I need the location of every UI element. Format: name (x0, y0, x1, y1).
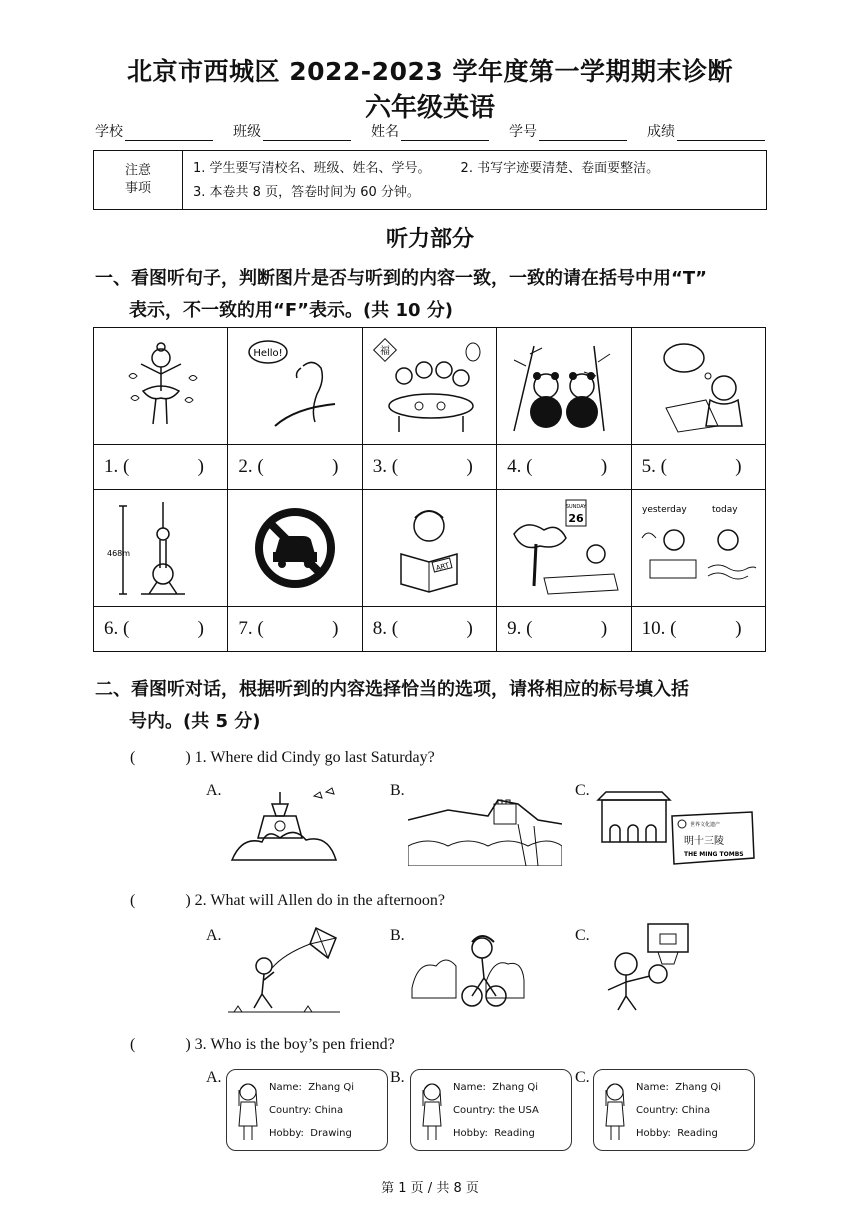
yesterday-today-icon (638, 498, 758, 598)
picture-picnic (497, 490, 631, 607)
picture-no-cars (228, 490, 362, 607)
picture-boy-reading (362, 490, 496, 607)
answer-3[interactable]: 3. ( ) (362, 445, 496, 490)
notes-label: 注意 事项 (94, 151, 183, 209)
calendar-sunday: SUNDAY (565, 504, 587, 510)
no-cars-sign-icon (235, 498, 355, 598)
tv-tower-icon (101, 498, 221, 598)
heritage-label: 世界文化遗产 (690, 822, 721, 828)
answer-9[interactable]: 9. ( ) (497, 607, 631, 652)
answer-4[interactable]: 4. ( ) (497, 445, 631, 490)
girl-icon (417, 1080, 447, 1142)
pandas-icon (504, 336, 624, 436)
art-book-label: ART (435, 561, 451, 573)
picture-family-dinner (362, 328, 496, 445)
basketball-icon (596, 920, 706, 1016)
great-wall-icon (408, 790, 562, 866)
question-3: ( ) 3. Who is the boy’s pen friend? (130, 1036, 395, 1053)
q3-option-b[interactable]: B. (390, 1069, 405, 1086)
exam-title: 北京市西城区 2022-2023 学年度第一学期期末诊断 (127, 57, 733, 86)
q1-option-c[interactable]: C. (575, 782, 590, 799)
exam-subtitle: 六年级英语 (364, 93, 495, 123)
calendar-day: 26 (568, 512, 584, 525)
girl-icon (600, 1080, 630, 1142)
ming-tombs-sign-en: THE MING TOMBS (684, 851, 744, 858)
part1-heading: 一、看图听句子，判断图片是否与听到的内容一致，一致的请在括号中用“T” 表示，不一致的用“F”表示。(共 10 分) (95, 268, 707, 321)
pen-friend-card-a: Name: Zhang Qi Country: China Hobby: Drawing (226, 1069, 388, 1151)
part1-grid (93, 327, 766, 652)
score-field[interactable]: 成绩 (647, 121, 765, 141)
hello-bubble-text: Hello! (253, 348, 283, 359)
girl-icon (233, 1080, 263, 1142)
question-1: ( ) 1. Where did Cindy go last Saturday? (130, 749, 435, 766)
bike-riding-icon (408, 928, 528, 1012)
yesterday-label: yesterday (642, 505, 687, 515)
picnic-icon (504, 498, 624, 598)
kite-flying-icon (224, 924, 344, 1016)
parrot-icon (235, 336, 355, 436)
class-field[interactable]: 班级 (233, 121, 351, 141)
picture-pandas (497, 328, 631, 445)
part2-heading: 二、看图听对话，根据听到的内容选择恰当的选项，请将相应的标号填入括 号内。(共 5 分) (95, 679, 689, 732)
picture-boy-thinking (631, 328, 765, 445)
student-id-field[interactable]: 学号 (509, 121, 627, 141)
ming-tombs-icon (592, 786, 758, 868)
boy-reading-icon (369, 498, 489, 598)
family-dinner-icon (369, 336, 489, 436)
q1-option-a[interactable]: A. (206, 782, 222, 799)
answer-1[interactable]: 1. ( ) (94, 445, 228, 490)
fu-character: 福 (380, 346, 391, 357)
name-field[interactable]: 姓名 (371, 121, 489, 141)
section-title: 听力部分 (385, 227, 474, 252)
q2-option-b[interactable]: B. (390, 927, 405, 944)
answer-2[interactable]: 2. ( ) (228, 445, 362, 490)
notes-box (93, 150, 767, 210)
picture-ballet (94, 328, 228, 445)
height-label: 468m (106, 549, 130, 558)
picture-tv-tower (94, 490, 228, 607)
pen-friend-card-b: Name: Zhang Qi Country: the USA Hobby: Reading (410, 1069, 572, 1151)
q2-option-c[interactable]: C. (575, 927, 590, 944)
school-field[interactable]: 学校 (95, 121, 213, 141)
ballet-girl-icon (101, 336, 221, 436)
question-2: ( ) 2. What will Allen do in the afternoon? (130, 892, 445, 909)
answer-5[interactable]: 5. ( ) (631, 445, 765, 490)
q3-option-a[interactable]: A. (206, 1069, 222, 1086)
q1-option-b[interactable]: B. (390, 782, 405, 799)
ming-tombs-sign-cn: 明十三陵 (684, 836, 724, 847)
pagoda-park-icon (224, 782, 356, 868)
answer-7[interactable]: 7. ( ) (228, 607, 362, 652)
page-footer: 第 1 页 / 共 8 页 (381, 1181, 479, 1196)
pen-friend-card-c: Name: Zhang Qi Country: China Hobby: Reading (593, 1069, 755, 1151)
picture-parrot (228, 328, 362, 445)
notes-body: 1. 学生要写清校名、班级、姓名、学号。 2. 书写字迹要清楚、卷面要整洁。 3. 本卷共 8 页，答卷时间为 60 分钟。 (193, 161, 660, 200)
picture-yesterday-today (631, 490, 765, 607)
q3-option-c[interactable]: C. (575, 1069, 590, 1086)
today-label: today (712, 505, 738, 515)
boy-thinking-icon (638, 336, 758, 436)
answer-8[interactable]: 8. ( ) (362, 607, 496, 652)
q2-option-a[interactable]: A. (206, 927, 222, 944)
answer-6[interactable]: 6. ( ) (94, 607, 228, 652)
student-info-row (95, 121, 765, 141)
answer-10[interactable]: 10. ( ) (631, 607, 765, 652)
